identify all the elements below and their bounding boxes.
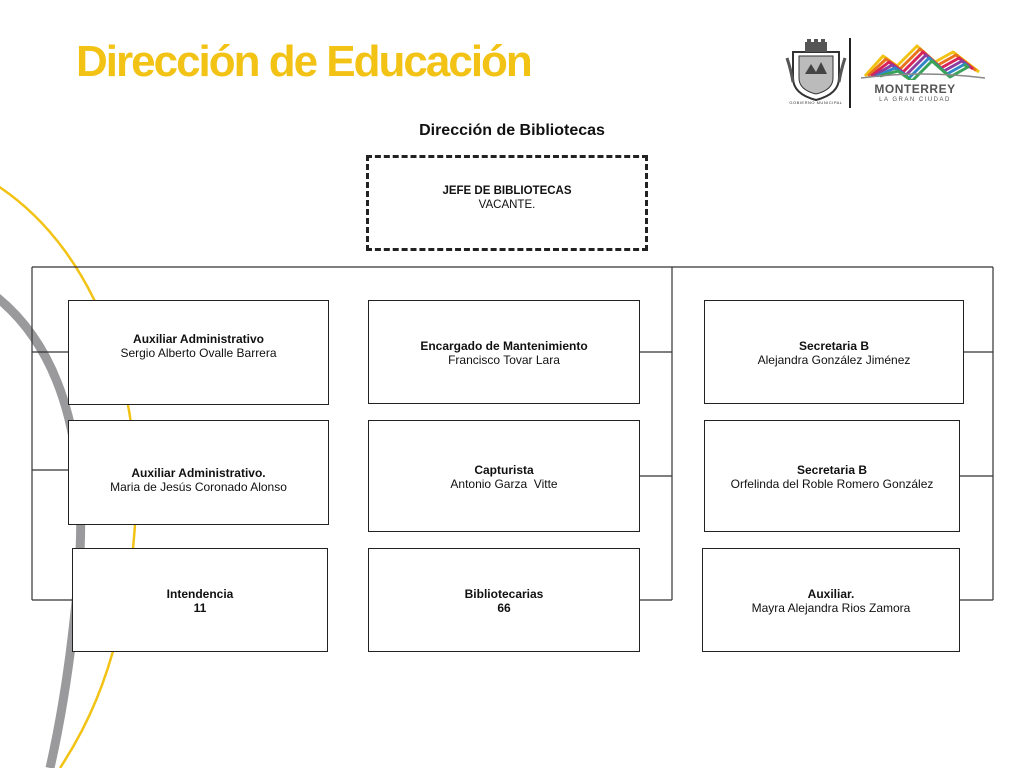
- city-tagline: LA GRAN CIUDAD: [879, 97, 951, 103]
- box-count: 66: [497, 601, 511, 615]
- org-box: [368, 420, 640, 532]
- box-person: Orfelinda del Roble Romero González: [730, 477, 934, 491]
- org-box: [368, 548, 640, 652]
- head-role: JEFE DE BIBLIOTECAS: [442, 185, 572, 197]
- box-role: Auxiliar Administrativo.: [131, 466, 266, 480]
- org-box: [68, 300, 329, 405]
- box-person: Francisco Tovar Lara: [448, 353, 560, 367]
- city-name: MONTERREY: [874, 82, 956, 96]
- head-person: VACANTE.: [478, 199, 536, 211]
- box-role: Capturista: [474, 463, 534, 477]
- box-role: Encargado de Mantenimiento: [420, 339, 588, 353]
- org-box: [72, 548, 328, 652]
- box-person: Sergio Alberto Ovalle Barrera: [120, 346, 277, 360]
- box-role: Secretaria B: [796, 463, 868, 477]
- box-role: Auxiliar Administrativo: [133, 332, 264, 346]
- org-box: [704, 300, 964, 404]
- box-role: Secretaria B: [798, 339, 870, 353]
- box-role: Intendencia: [166, 587, 234, 601]
- box-role: Auxiliar.: [807, 587, 855, 601]
- box-role: Bibliotecarias: [464, 587, 544, 601]
- box-count: 11: [193, 601, 207, 615]
- page-title: Dirección de Educación: [76, 37, 531, 86]
- box-person: Maria de Jesús Coronado Alonso: [110, 480, 287, 494]
- box-person: Antonio Garza Vitte: [450, 477, 558, 491]
- seal-caption: GOBIERNO MUNICIPAL: [789, 100, 843, 105]
- chart-title: Dirección de Bibliotecas: [419, 122, 605, 139]
- org-box: [704, 420, 960, 532]
- box-person: Mayra Alejandra Rios Zamora: [751, 601, 911, 615]
- head-box: [366, 155, 648, 251]
- org-box: [702, 548, 960, 652]
- org-box: [68, 420, 329, 525]
- box-person: Alejandra González Jiménez: [757, 353, 911, 367]
- org-box: [368, 300, 640, 404]
